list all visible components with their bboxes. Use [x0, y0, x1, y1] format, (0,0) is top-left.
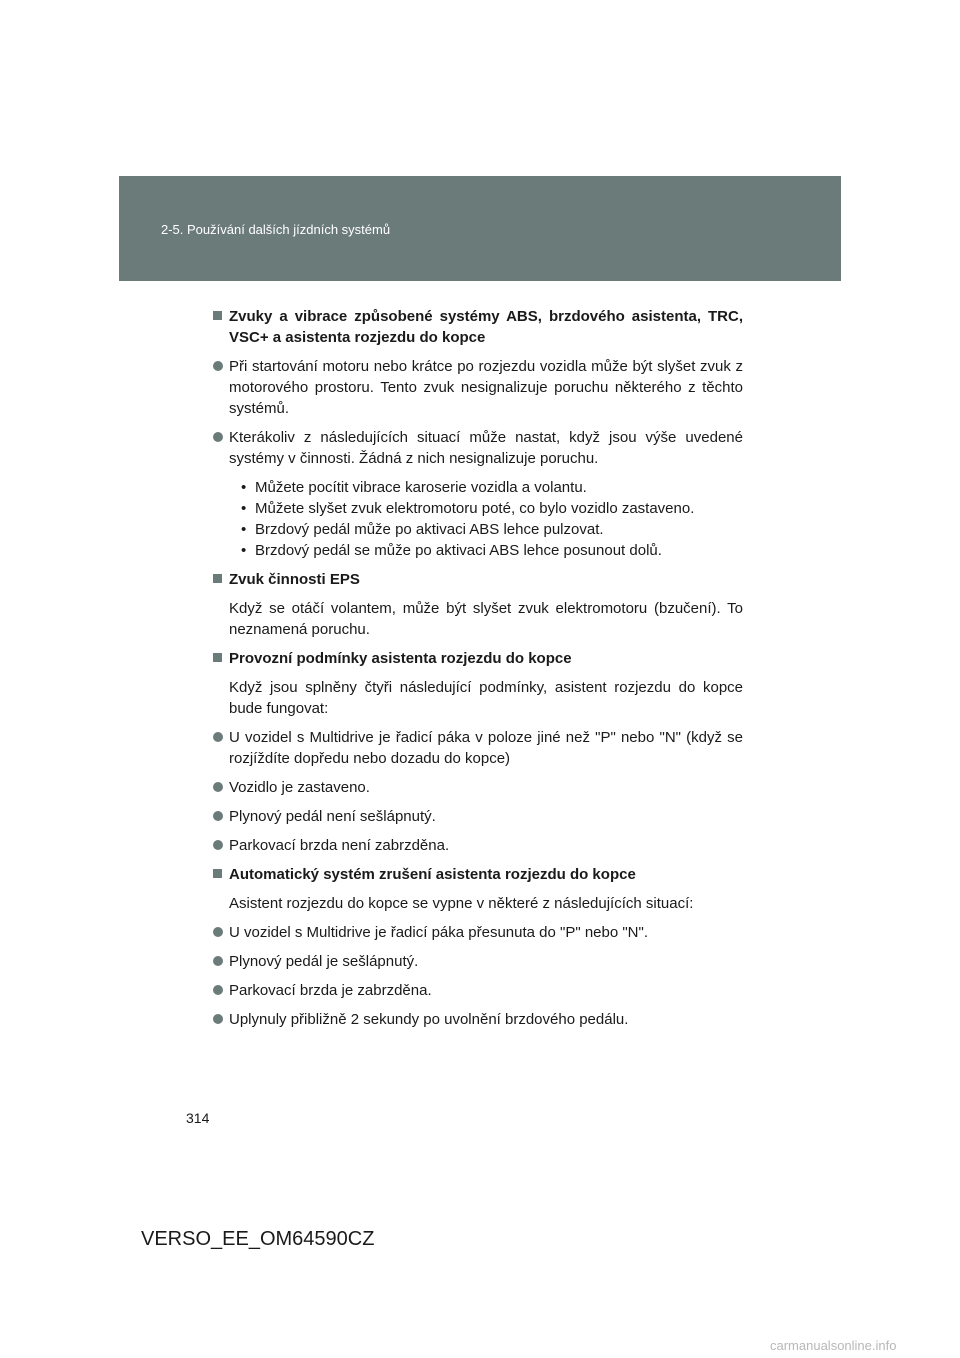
sub-list-item [241, 477, 743, 498]
circle-bullet-icon [213, 1014, 223, 1024]
list-item-text: Vozidlo je zastaveno. [229, 779, 370, 796]
paragraph: Asistent rozjezdu do kopce se vypne v některé z následujících situací: [229, 895, 694, 912]
circle-bullet-icon [213, 985, 223, 995]
document-code: VERSO_EE_OM64590CZ [141, 1228, 375, 1250]
sub-item-text: Můžete slyšet zvuk elektromotoru poté, co bylo vozidlo zastaveno. [255, 500, 695, 517]
square-bullet-icon [213, 869, 222, 878]
paragraph: Když jsou splněny čtyři následující podmínky, asistent rozjezdu do kopce bude fungovat: [229, 679, 743, 717]
circle-bullet-icon [213, 840, 223, 850]
list-item [213, 951, 743, 972]
dot-marker: • [241, 500, 247, 517]
paragraph: Když se otáčí volantem, může být slyšet zvuk elektromotoru (bzučení). To neznamená poruchu. [229, 600, 743, 638]
dot-marker: • [241, 542, 247, 559]
list-item-text: Plynový pedál není sešlápnutý. [229, 808, 436, 825]
sub-item-text: Brzdový pedál může po aktivaci ABS lehce pulzovat. [255, 521, 604, 538]
sub-item-text: Můžete pocítit vibrace karoserie vozidla a volantu. [255, 479, 587, 496]
section-heading [213, 306, 743, 348]
sub-list-item [241, 519, 743, 540]
list-item-text: Parkovací brzda je zabrzděna. [229, 982, 432, 999]
list-item [213, 922, 743, 943]
list-item-text: U vozidel s Multidrive je řadicí páka přesunuta do "P" nebo "N". [229, 924, 649, 941]
section-heading [213, 648, 743, 669]
square-bullet-icon [213, 311, 222, 320]
circle-bullet-icon [213, 956, 223, 966]
circle-bullet-icon [213, 432, 223, 442]
section-heading [213, 864, 743, 885]
list-item [213, 835, 743, 856]
list-item-text: Kterákoliv z následujících situací může nastat, když jsou výše uvedené systémy v činnosti. Žádná z nich nesignalizuje poruchu. [229, 429, 743, 467]
circle-bullet-icon [213, 811, 223, 821]
sub-list [213, 477, 743, 561]
list-item [213, 1009, 743, 1030]
sub-list-item [241, 498, 743, 519]
square-bullet-icon [213, 653, 222, 662]
heading-text: Provozní podmínky asistenta rozjezdu do kopce [229, 650, 572, 667]
dot-marker: • [241, 479, 247, 496]
sub-list-item [241, 540, 743, 561]
sub-item-text: Brzdový pedál se může po aktivaci ABS lehce posunout dolů. [255, 542, 662, 559]
list-item [213, 777, 743, 798]
list-item-text: Při startování motoru nebo krátce po rozjezdu vozidla může být slyšet zvuk z motorového prostoru. Tento zvuk nesignalizuje poruchu některého z těchto systémů. [229, 358, 743, 417]
circle-bullet-icon [213, 361, 223, 371]
heading-text: Zvuk činnosti EPS [229, 571, 360, 588]
list-item-text: Parkovací brzda není zabrzděna. [229, 837, 450, 854]
dot-marker: • [241, 521, 247, 538]
circle-bullet-icon [213, 732, 223, 742]
list-item-text: U vozidel s Multidrive je řadicí páka v poloze jiné než "P" nebo "N" (když se rozjíždíte dopředu nebo dozadu do kopce) [229, 729, 743, 767]
header-band [119, 176, 841, 281]
page-content [213, 306, 743, 1038]
list-item [213, 727, 743, 769]
list-item [213, 980, 743, 1001]
list-item-text: Plynový pedál je sešlápnutý. [229, 953, 419, 970]
heading-text: Zvuky a vibrace způsobené systémy ABS, brzdového asistenta, TRC, VSC+ a asistenta rozjezdu do kopce [229, 308, 743, 346]
list-item [213, 356, 743, 419]
circle-bullet-icon [213, 782, 223, 792]
list-item [213, 806, 743, 827]
section-heading [213, 569, 743, 590]
page-number: 314 [186, 1110, 210, 1126]
watermark: carmanualsonline.info [770, 1338, 897, 1353]
square-bullet-icon [213, 574, 222, 583]
list-item-text: Uplynuly přibližně 2 sekundy po uvolnění brzdového pedálu. [229, 1011, 629, 1028]
circle-bullet-icon [213, 927, 223, 937]
heading-text: Automatický systém zrušení asistenta rozjezdu do kopce [229, 866, 636, 883]
list-item [213, 427, 743, 469]
section-title: 2-5. Používání dalších jízdních systémů [161, 222, 391, 237]
